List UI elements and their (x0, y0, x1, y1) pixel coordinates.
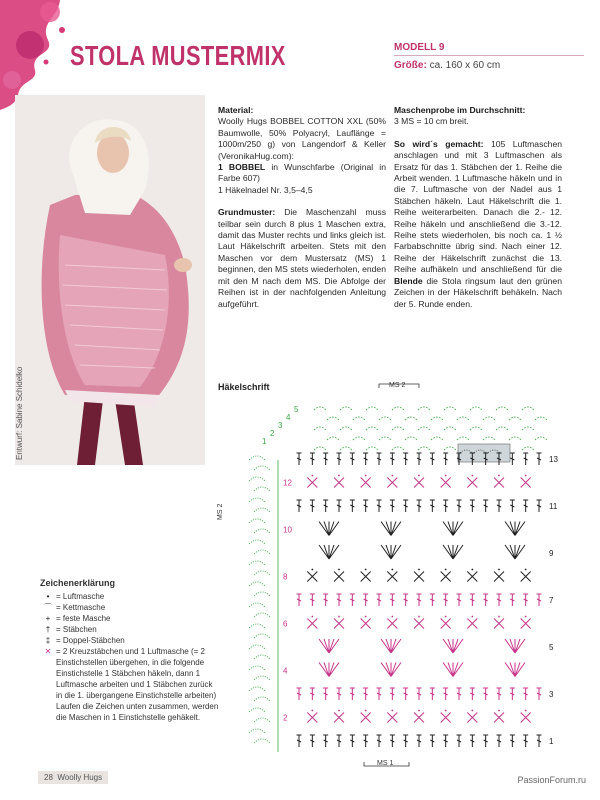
stitch-dc (377, 594, 382, 606)
ms2-side-label: MS 2 (217, 503, 224, 520)
material-color: in Wunschfarbe (Original in Farbe 607) (218, 162, 386, 184)
grundmuster-section (218, 207, 386, 310)
row-number: 11 (549, 502, 558, 511)
stitch-dc (483, 688, 488, 700)
stitch-fan (319, 522, 339, 536)
stitch-dc (310, 500, 315, 512)
border-side-arc (249, 666, 270, 680)
stitch-dc (457, 500, 462, 512)
stitch-dc (417, 688, 422, 700)
stitch-chain (311, 569, 313, 571)
watermark: PassionForum.ru (517, 775, 586, 785)
border-round-4 (327, 437, 547, 440)
stitch-chain (525, 569, 527, 571)
stitch-dc (470, 688, 475, 700)
stitch-fan (443, 663, 463, 677)
stitch-dc (443, 500, 448, 512)
stitch-dc (297, 500, 302, 512)
stitch-dc (497, 735, 502, 747)
stitch-chain (311, 475, 313, 477)
stitch-fan (443, 639, 463, 653)
stitch-dc (377, 735, 382, 747)
stitch-chain (498, 710, 500, 712)
grundmuster-heading: Grundmuster: (218, 207, 276, 218)
border-side-arc (249, 603, 270, 617)
treble-crochet-icon: ‡ (45, 636, 51, 645)
stitch-dc (350, 688, 355, 700)
stitch-dc (537, 594, 542, 606)
stitch-dc (523, 500, 528, 512)
stitch-dc (377, 500, 382, 512)
border-side-arc (249, 708, 270, 722)
stitch-dc (430, 594, 435, 606)
row-number: 2 (283, 713, 288, 723)
stitch-dc (350, 735, 355, 747)
stitch-dc (403, 688, 408, 700)
anleitung-text-2: die Stola ringsum laut den grünen Zeichen in der Häkelschrift behäkeln. Nach der 5. Runde enden. (394, 275, 562, 309)
row-number: 1 (549, 737, 554, 746)
stitch-fan (505, 663, 525, 677)
stitch-dc (337, 594, 342, 606)
chain-stitch-icon: • (46, 592, 50, 601)
row-number: 5 (549, 643, 554, 652)
stitch-dc (510, 688, 515, 700)
legend-item: ‡ = Doppel-Stäbchen (40, 635, 220, 646)
anleitung-blende: Blende (394, 275, 423, 286)
stitch-chain (471, 475, 473, 477)
stitch-chain (391, 616, 393, 618)
size-info (394, 60, 500, 71)
stitch-cross (387, 619, 397, 629)
stitch-dc (443, 688, 448, 700)
stitch-cross (334, 619, 344, 629)
stitch-dc (310, 688, 315, 700)
stitch-chain (445, 569, 447, 571)
stitch-dc (403, 735, 408, 747)
stitch-cross (334, 713, 344, 723)
legend-heading: Zeichenerklärung (40, 578, 116, 588)
stitch-fan (505, 522, 525, 536)
design-credit: Entwurf: Sabine Schidelko (15, 366, 24, 460)
maschenprobe-heading: Maschenprobe im Durchschnitt: (394, 105, 526, 115)
border-round-3 (314, 427, 534, 430)
legend-item: † = Stäbchen (40, 624, 220, 635)
stitch-cross (307, 619, 317, 629)
stitch-fan (443, 522, 463, 536)
stitch-chain (498, 569, 500, 571)
stitch-dc (537, 688, 542, 700)
stitch-chain (498, 475, 500, 477)
stitch-dc (310, 735, 315, 747)
stitch-dc (497, 500, 502, 512)
stitch-chain (365, 616, 367, 618)
stitch-dc (430, 735, 435, 747)
stitch-dc (363, 688, 368, 700)
ms2-top-label: MS 2 (389, 382, 406, 389)
stitch-cross (307, 572, 317, 582)
stitch-cross (361, 478, 371, 488)
border-side-arc (249, 498, 270, 512)
stitch-cross (334, 478, 344, 488)
stitch-chain (338, 710, 340, 712)
border-side-arc (249, 519, 270, 533)
ms1-label: MS 1 (377, 760, 394, 767)
symbol-legend (40, 578, 220, 723)
stitch-cross (467, 478, 477, 488)
stitch-dc (350, 594, 355, 606)
stitch-dc (537, 735, 542, 747)
stitch-cross (361, 713, 371, 723)
stitch-dc (337, 735, 342, 747)
stitch-chain (471, 616, 473, 618)
material-text: Woolly Hugs BOBBEL COTTON XXL (50% Baumwolle, 50% Polyacryl, Lauflänge = 1000m/250 g) von Langendorf & Keller (VeronikaHug.com): (218, 116, 386, 161)
page-footer (38, 771, 108, 784)
border-round-label: 5 (294, 405, 299, 414)
stitch-dc (390, 453, 395, 465)
stitch-cross (441, 572, 451, 582)
legend-item: • = Luftmasche (40, 591, 220, 602)
stitch-dc (443, 453, 448, 465)
stitch-cross (387, 478, 397, 488)
stitch-dc (523, 735, 528, 747)
stitch-chain (525, 710, 527, 712)
stitch-cross (307, 713, 317, 723)
row-number: 4 (283, 666, 288, 676)
stitch-cross (521, 572, 531, 582)
border-round-1 (314, 407, 534, 410)
border-side-arc (249, 645, 270, 659)
stitch-dc (537, 500, 542, 512)
stitch-cross (414, 713, 424, 723)
crochet-chart (214, 380, 584, 770)
stitch-dc (363, 735, 368, 747)
stitch-fan (319, 663, 339, 677)
stitch-fan (443, 545, 463, 559)
stitch-chain (471, 710, 473, 712)
stitch-cross (521, 478, 531, 488)
stitch-dc (483, 735, 488, 747)
border-side-arc (249, 477, 270, 491)
stitch-cross (414, 478, 424, 488)
size-label: Größe: (394, 60, 427, 71)
stitch-fan (319, 639, 339, 653)
stitch-dc (497, 594, 502, 606)
stitch-dc (457, 735, 462, 747)
header-divider (394, 55, 584, 56)
material-needle: 1 Häkelnadel Nr. 3,5–4,5 (218, 184, 313, 195)
stitch-dc (470, 735, 475, 747)
stitch-cross (441, 713, 451, 723)
stitch-dc (510, 453, 515, 465)
border-round-label: 3 (278, 421, 283, 430)
stitch-dc (337, 500, 342, 512)
stitch-dc (363, 594, 368, 606)
stitch-dc (337, 688, 342, 700)
row-number: 7 (549, 596, 554, 605)
model-number: MODELL 9 (394, 42, 445, 53)
row-number: 10 (283, 525, 292, 535)
text-column-right (394, 105, 562, 321)
model-photo (15, 95, 205, 465)
grundmuster-text: Die Maschenzahl muss teilbar sein durch 8 plus 1 Maschen extra, damit das Muster rechts und links gleich ist. Laut Häkelschrift arbeiten. Stets mit den Maschen vor dem Mustersatz (MS) 1 beginnen, den MS stets wiederholen, enden mit den M nach dem MS. Die Abfolge der Reihen ist in der nachfolgenden Anleitung aufgeführt. (218, 207, 387, 309)
border-round-2 (327, 417, 547, 420)
stitch-dc (457, 594, 462, 606)
stitch-chain (525, 475, 527, 477)
stitch-dc (523, 453, 528, 465)
single-crochet-icon: + (45, 614, 51, 623)
stitch-fan (381, 522, 401, 536)
stitch-dc (510, 500, 515, 512)
stitch-chain (365, 475, 367, 477)
stitch-chain (311, 616, 313, 618)
double-crochet-icon: † (45, 625, 51, 634)
crossed-stitch-icon: ✕ (44, 647, 52, 656)
stitch-dc (417, 594, 422, 606)
stitch-chain (391, 710, 393, 712)
stitch-fan (505, 639, 525, 653)
stitch-dc (350, 500, 355, 512)
stitch-dc (510, 735, 515, 747)
stitch-dc (297, 688, 302, 700)
stitch-dc (403, 500, 408, 512)
border-side-arc (249, 540, 270, 554)
row-number: 6 (283, 619, 288, 629)
row-number: 9 (549, 549, 554, 558)
stitch-chain (445, 710, 447, 712)
stitch-dc (537, 453, 542, 465)
maschenprobe-text: 3 MS = 10 cm breit. (394, 116, 469, 127)
stitch-chain (311, 710, 313, 712)
stitch-dc (297, 594, 302, 606)
stitch-chain (338, 569, 340, 571)
stitch-dc (323, 735, 328, 747)
chart-title: Häkelschrift (218, 382, 270, 392)
stitch-fan (505, 545, 525, 559)
anleitung-text-1: 105 Luftmaschen anschlagen und mit 3 Luftmaschen als Ersatz für das 1. Stäbchen der 1. Reihe die Arbeit wenden. 1 Luftmasche häkeln und in die 7. Luftmasche von der Nadel aus 1 Stäbchen häkeln. Laut Häkelschrift die 1. Reihe weiterarbeiten. Danach die 2.- 12. Reihe häkeln und anschließend die 3.-12. Reihe stets wiederholen, bis noch ca. 1 ½ Farbabschnitte übrig sind. Nach einer 12. Reihe der Häkelschrift zunächst die 13. Reihe aufhäkeln und anschließend für die (394, 138, 563, 275)
stitch-dc (430, 500, 435, 512)
border-side-arc (249, 687, 270, 701)
stitch-dc (323, 688, 328, 700)
stitch-dc (297, 735, 302, 747)
border-side-arc (249, 729, 270, 743)
stitch-dc (417, 453, 422, 465)
stitch-cross (387, 713, 397, 723)
stitch-cross (521, 713, 531, 723)
stitch-chain (338, 475, 340, 477)
brand-name: Woolly Hugs (57, 773, 103, 782)
border-round-label: 1 (262, 437, 267, 446)
stitch-chain (365, 569, 367, 571)
stitch-chain (525, 616, 527, 618)
legend-item: + = feste Masche (40, 613, 220, 624)
stitch-dc (337, 453, 342, 465)
stitch-chain (418, 710, 420, 712)
legend-note: Laufen die Zeichen unten zusammen, werden die Maschen in 1 Einstichstelle gehäkelt. (56, 702, 219, 722)
stitch-dc (377, 453, 382, 465)
border-side-arc (249, 582, 270, 596)
anleitung-heading: So wird´s gemacht: (394, 138, 484, 149)
stitch-cross (467, 619, 477, 629)
row-number: 12 (283, 478, 292, 488)
stitch-cross (334, 572, 344, 582)
stitch-cross (361, 572, 371, 582)
stitch-cross (361, 619, 371, 629)
stitch-dc (417, 500, 422, 512)
stitch-chain (391, 569, 393, 571)
border-side-arc (249, 624, 270, 638)
stitch-dc (310, 594, 315, 606)
row-number: 3 (549, 690, 554, 699)
stitch-chain (498, 616, 500, 618)
stitch-dc (390, 735, 395, 747)
stitch-dc (470, 500, 475, 512)
border-round-label: 4 (286, 413, 291, 422)
stitch-dc (510, 594, 515, 606)
stitch-chain (338, 616, 340, 618)
page-number: 28 (44, 773, 53, 782)
stitch-chain (418, 475, 420, 477)
anleitung-section (394, 139, 562, 310)
stitch-chain (365, 710, 367, 712)
stitch-dc (457, 688, 462, 700)
stitch-dc (377, 688, 382, 700)
paint-splash-decoration (0, 0, 70, 110)
stitch-cross (467, 572, 477, 582)
stitch-dc (470, 594, 475, 606)
border-round-label: 2 (270, 429, 275, 438)
stitch-dc (443, 735, 448, 747)
stitch-dc (297, 453, 302, 465)
stitch-dc (363, 500, 368, 512)
text-column-left (218, 105, 386, 321)
stitch-fan (381, 545, 401, 559)
legend-item: ⌒ = Kettmasche (40, 602, 220, 613)
stitch-cross (494, 478, 504, 488)
stitch-cross (307, 478, 317, 488)
stitch-dc (403, 594, 408, 606)
stitch-dc (430, 688, 435, 700)
stitch-fan (381, 639, 401, 653)
stitch-fan (319, 545, 339, 559)
stitch-cross (494, 619, 504, 629)
stitch-chain (445, 616, 447, 618)
stitch-cross (414, 619, 424, 629)
row-number: 13 (549, 455, 558, 464)
stitch-cross (387, 572, 397, 582)
material-bobbel: 1 BOBBEL (218, 162, 266, 173)
stitch-dc (403, 453, 408, 465)
stitch-chain (418, 616, 420, 618)
stitch-dc (443, 594, 448, 606)
legend-item: ✕ = 2 Kreuzstäbchen und 1 Luftmasche (= 2 Einstichstellen übergehen, in die folgende Einstichstelle 1 Stäbchen häkeln, dann 1 Luftmasche arbeiten und 1 Stäbchen zurück in die 1. übergangene Einstichstelle arbeiten) (40, 646, 220, 701)
stitch-dc (323, 594, 328, 606)
stitch-dc (390, 594, 395, 606)
stitch-cross (414, 572, 424, 582)
border-side-arc (249, 561, 270, 575)
stitch-chain (391, 475, 393, 477)
stitch-cross (467, 713, 477, 723)
stitch-dc (417, 735, 422, 747)
size-value: ca. 160 x 60 cm (429, 60, 501, 71)
stitch-cross (494, 572, 504, 582)
stitch-dc (523, 594, 528, 606)
stitch-dc (390, 500, 395, 512)
stitch-dc (363, 453, 368, 465)
maschenprobe-section (394, 105, 562, 128)
stitch-chain (418, 569, 420, 571)
stitch-dc (483, 594, 488, 606)
stitch-cross (521, 619, 531, 629)
slip-stitch-icon: ⌒ (44, 603, 52, 612)
stitch-dc (497, 688, 502, 700)
stitch-dc (483, 500, 488, 512)
row-number: 8 (283, 572, 288, 582)
stitch-cross (441, 619, 451, 629)
stitch-cross (441, 478, 451, 488)
stitch-chain (445, 475, 447, 477)
stitch-dc (430, 453, 435, 465)
stitch-dc (390, 688, 395, 700)
material-section (218, 105, 386, 196)
border-side-arc (249, 456, 270, 470)
stitch-fan (381, 663, 401, 677)
material-heading: Material: (218, 105, 254, 115)
stitch-dc (323, 453, 328, 465)
stitch-dc (523, 688, 528, 700)
stitch-dc (350, 453, 355, 465)
stitch-dc (323, 500, 328, 512)
page-title: STOLA MUSTERMIX (70, 40, 286, 71)
stitch-chain (471, 569, 473, 571)
stitch-cross (494, 713, 504, 723)
stitch-dc (310, 453, 315, 465)
